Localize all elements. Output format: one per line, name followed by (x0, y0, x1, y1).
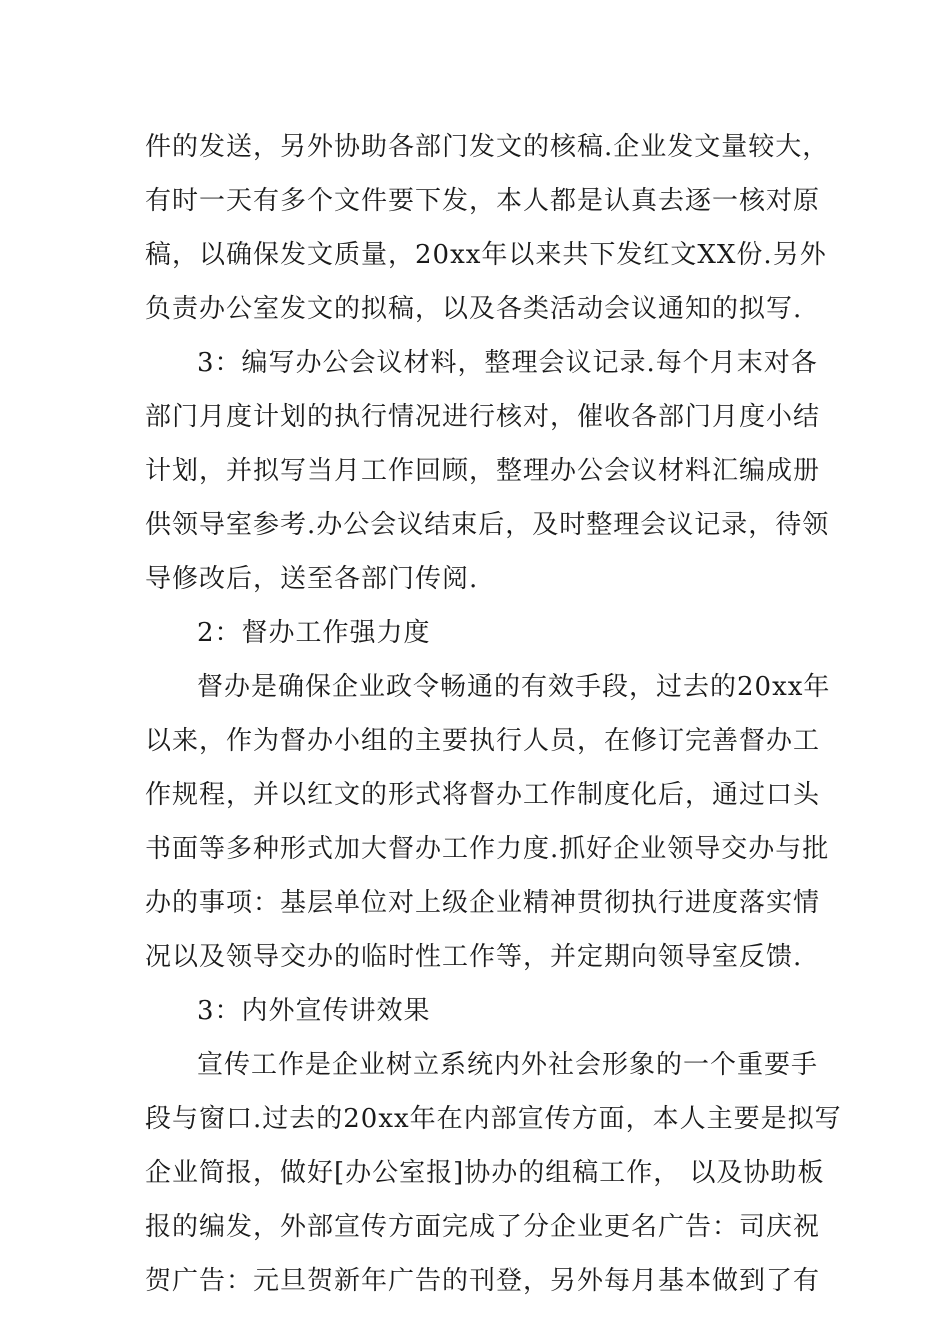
p2-line-5: 导修改后，送至各部门传阅. (145, 564, 479, 594)
section-heading-supervision: 2：督办工作强力度 (197, 618, 431, 648)
section-heading-publicity: 3：内外宣传讲效果 (197, 996, 431, 1026)
p2-line-4: 供领导室参考.办公会议结束后，及时整理会议记录，待领 (145, 510, 830, 540)
p6-line-4: 报的编发，外部宣传方面完成了分企业更名广告：司庆祝 (145, 1212, 821, 1242)
p6-line-2: 段与窗口.过去的20xx年在内部宣传方面，本人主要是拟写 (145, 1104, 842, 1134)
p1-line-1: 件的发送，另外协助各部门发文的核稿.企业发文量较大， (145, 132, 830, 162)
p1-line-3: 稿，以确保发文质量，20xx年以来共下发红文XX份.另外 (145, 240, 827, 270)
p6-line-5: 贺广告：元旦贺新年广告的刊登，另外每月基本做到了有 (145, 1266, 821, 1296)
p4-line-4: 书面等多种形式加大督办工作力度.抓好企业领导交办与批 (145, 834, 830, 864)
p1-line-4: 负责办公室发文的拟稿，以及各类活动会议通知的拟写. (145, 294, 803, 324)
p4-line-3: 作规程，并以红文的形式将督办工作制度化后，通过口头 (145, 780, 821, 810)
p6-line-3: 企业简报，做好[办公室报]协办的组稿工作， 以及协助板 (145, 1158, 825, 1188)
document-body (145, 120, 842, 1308)
p1-line-2: 有时一天有多个文件要下发，本人都是认真去逐一核对原 (145, 186, 821, 216)
p2-line-2: 部门月度计划的执行情况进行核对，催收各部门月度小结 (145, 402, 821, 432)
p4-line-5: 办的事项：基层单位对上级企业精神贯彻执行进度落实情 (145, 888, 821, 918)
p4-line-6: 况以及领导交办的临时性工作等，并定期向领导室反馈. (145, 942, 803, 972)
p2-line-3: 计划，并拟写当月工作回顾，整理办公会议材料汇编成册 (145, 456, 821, 486)
p4-line-2: 以来，作为督办小组的主要执行人员，在修订完善督办工 (145, 726, 821, 756)
p4-line-1: 督办是确保企业政令畅通的有效手段，过去的20xx年 (197, 672, 831, 702)
p6-line-1: 宣传工作是企业树立系统内外社会形象的一个重要手 (197, 1050, 819, 1080)
p2-line-1: 3：编写办公会议材料，整理会议记录.每个月末对各 (197, 348, 818, 378)
